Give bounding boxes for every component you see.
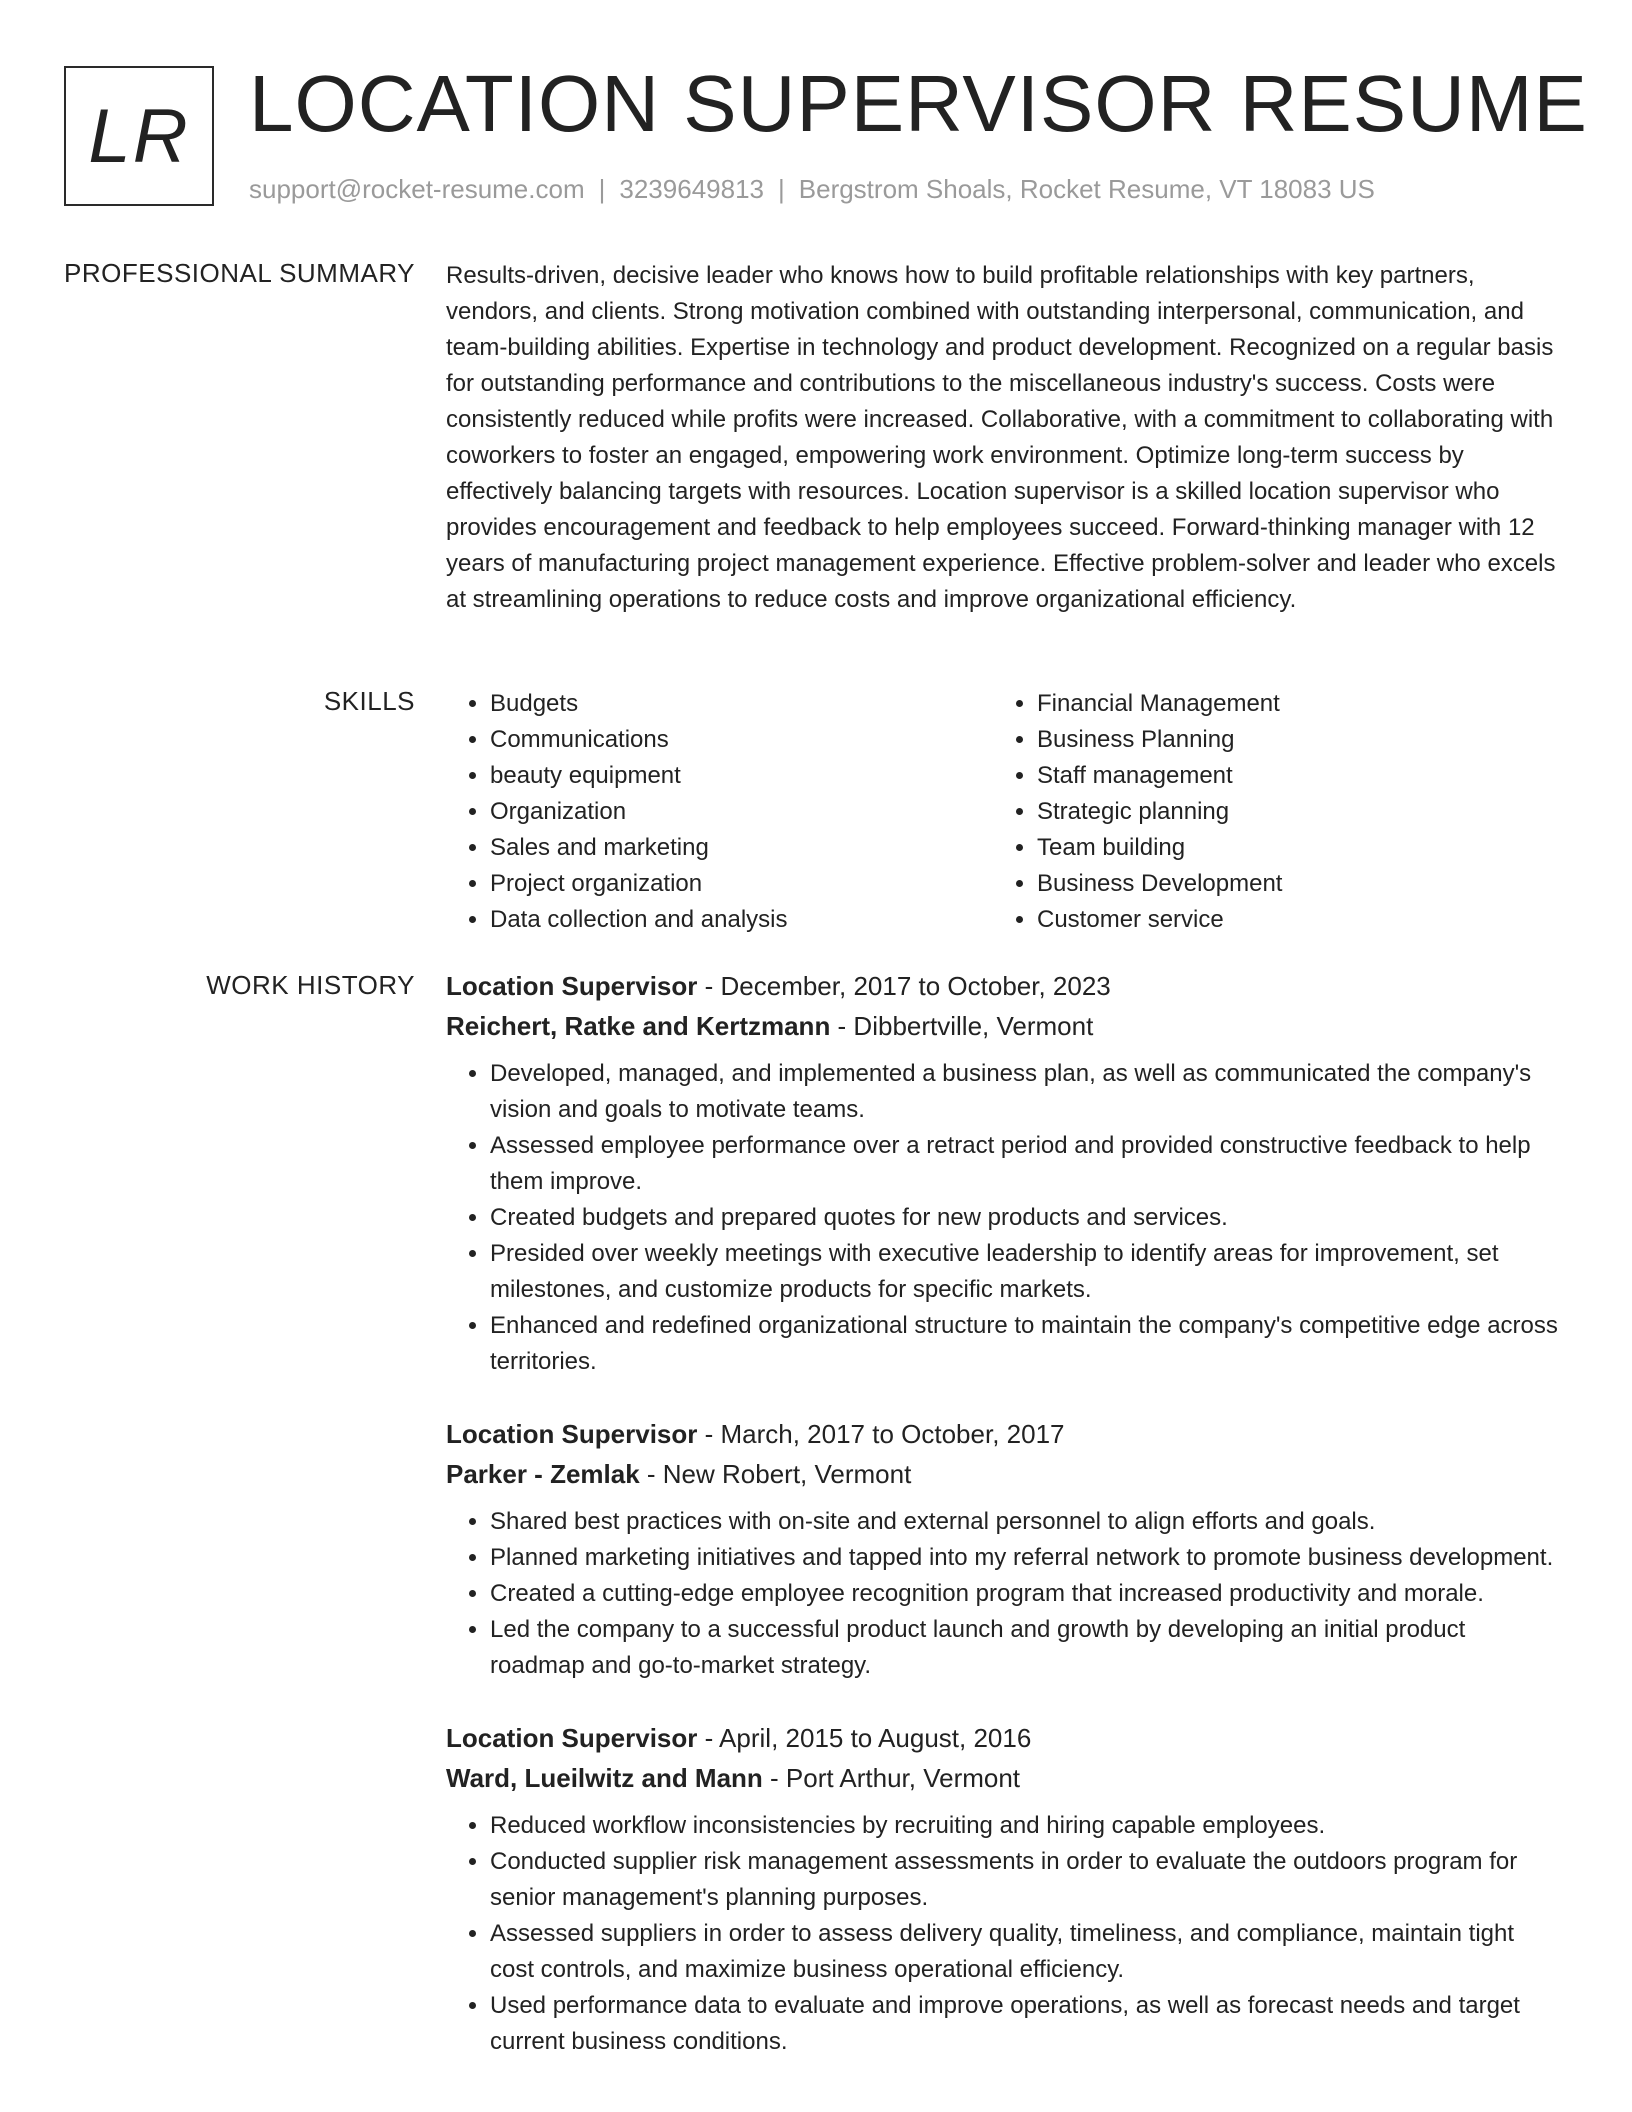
job-title: Location Supervisor	[446, 971, 698, 1001]
skill-item: • Financial Management	[1037, 686, 1282, 722]
page-title: LOCATION SUPERVISOR RESUME	[249, 59, 1588, 148]
work-history-section	[446, 966, 1560, 2094]
job-bullet: • Conducted supplier risk management assessments in order to evaluate the outdoors program for senior management's planning purposes.	[490, 1844, 1560, 1916]
work-history-heading: WORK HISTORY	[206, 970, 415, 1000]
job-bullet: • Developed, managed, and implemented a business plan, as well as communicated the company's vision and goals to motivate teams.	[490, 1056, 1560, 1128]
job-bullet: • Assessed employee performance over a retract period and provided constructive feedback to help them improve.	[490, 1128, 1560, 1200]
summary-section	[446, 258, 1560, 618]
job-company-line	[446, 1758, 1560, 1798]
job-dates: - March, 2017 to October, 2017	[697, 1419, 1065, 1449]
job-bullet-list	[446, 1504, 1560, 1684]
skill-item: • Data collection and analysis	[490, 902, 788, 938]
contact-email: support@rocket-resume.com	[249, 174, 585, 204]
job-company-line	[446, 1006, 1560, 1046]
job-title: Location Supervisor	[446, 1419, 698, 1449]
summary-heading: PROFESSIONAL SUMMARY	[64, 258, 415, 288]
skill-item: • Organization	[490, 794, 788, 830]
job-bullet: • Planned marketing initiatives and tapped into my referral network to promote business development.	[490, 1540, 1560, 1576]
job-company: Ward, Lueilwitz and Mann	[446, 1763, 763, 1793]
skill-item: • beauty equipment	[490, 758, 788, 794]
skill-item: • Business Development	[1037, 866, 1282, 902]
summary-text: Results-driven, decisive leader who knows how to build profitable relationships with key partners, vendors, and clients. Strong motivation combined with outstanding interpersonal, communication, and team-building abilities. Expertise in technology and product development. Recognized on a regular basis for outstanding performance and contributions to the miscellaneous industry's success. Costs were consistently reduced while profits were increased. Collaborative, with a commitment to collaborating with coworkers to foster an engaged, empowering work environment. Optimize long-term success by effectively balancing targets with resources. Location supervisor is a skilled location supervisor who provides encouragement and feedback to help employees succeed. Forward-thinking manager with 12 years of manufacturing project management experience. Effective problem-solver and leader who excels at streamlining operations to reduce costs and improve organizational efficiency.	[446, 262, 1556, 613]
skill-item: • Staff management	[1037, 758, 1282, 794]
job-entry	[446, 966, 1560, 1380]
contact-separator: |	[598, 174, 606, 204]
job-entry	[446, 1414, 1560, 1684]
job-title: Location Supervisor	[446, 1723, 698, 1753]
job-dates: - April, 2015 to August, 2016	[697, 1723, 1032, 1753]
job-bullet-list	[446, 1808, 1560, 2060]
skill-item: • Strategic planning	[1037, 794, 1282, 830]
job-title-line	[446, 1718, 1560, 1758]
contact-phone: 3239649813	[619, 174, 764, 204]
job-bullet: • Led the company to a successful product launch and growth by developing an initial product roadmap and go-to-market strategy.	[490, 1612, 1560, 1684]
skills-list-right	[993, 686, 1282, 938]
skills-section	[446, 686, 1560, 946]
job-bullet: • Assessed suppliers in order to assess delivery quality, timeliness, and compliance, maintain tight cost controls, and maximize business operational efficiency.	[490, 1916, 1560, 1988]
job-company-line	[446, 1454, 1560, 1494]
skill-item: • Business Planning	[1037, 722, 1282, 758]
job-bullet: • Presided over weekly meetings with executive leadership to identify areas for improvement, set milestones, and customize products for specific markets.	[490, 1236, 1560, 1308]
skill-item: • Sales and marketing	[490, 830, 788, 866]
job-bullet: • Reduced workflow inconsistencies by recruiting and hiring capable employees.	[490, 1808, 1560, 1844]
skill-item: • Customer service	[1037, 902, 1282, 938]
skills-heading: SKILLS	[323, 686, 415, 716]
job-bullet: • Created budgets and prepared quotes for new products and services.	[490, 1200, 1560, 1236]
job-bullet: • Shared best practices with on-site and external personnel to align efforts and goals.	[490, 1504, 1560, 1540]
job-company: Reichert, Ratke and Kertzmann	[446, 1011, 831, 1041]
job-bullet: • Enhanced and redefined organizational structure to maintain the company's competitive edge across territories.	[490, 1308, 1560, 1380]
job-location: - Dibbertville, Vermont	[830, 1011, 1094, 1041]
skill-item: • Team building	[1037, 830, 1282, 866]
job-bullet: • Used performance data to evaluate and improve operations, as well as forecast needs and target current business conditions.	[490, 1988, 1560, 2060]
job-location: - New Robert, Vermont	[639, 1459, 912, 1489]
job-entry	[446, 1718, 1560, 2060]
job-bullet-list	[446, 1056, 1560, 1380]
job-title-line	[446, 966, 1560, 1006]
skills-list-left	[446, 686, 788, 938]
contact-address: Bergstrom Shoals, Rocket Resume, VT 18083 US	[798, 174, 1375, 204]
contact-separator: |	[778, 174, 785, 204]
job-bullet: • Created a cutting-edge employee recognition program that increased productivity and morale.	[490, 1576, 1560, 1612]
job-dates: - December, 2017 to October, 2023	[697, 971, 1111, 1001]
job-company: Parker - Zemlak	[446, 1459, 640, 1489]
skill-item: • Budgets	[490, 686, 788, 722]
job-location: - Port Arthur, Vermont	[762, 1763, 1021, 1793]
job-title-line	[446, 1414, 1560, 1454]
skill-item: • Project organization	[490, 866, 788, 902]
contact-line	[249, 174, 1375, 205]
monogram-logo: LR	[64, 66, 214, 206]
skill-item: • Communications	[490, 722, 788, 758]
